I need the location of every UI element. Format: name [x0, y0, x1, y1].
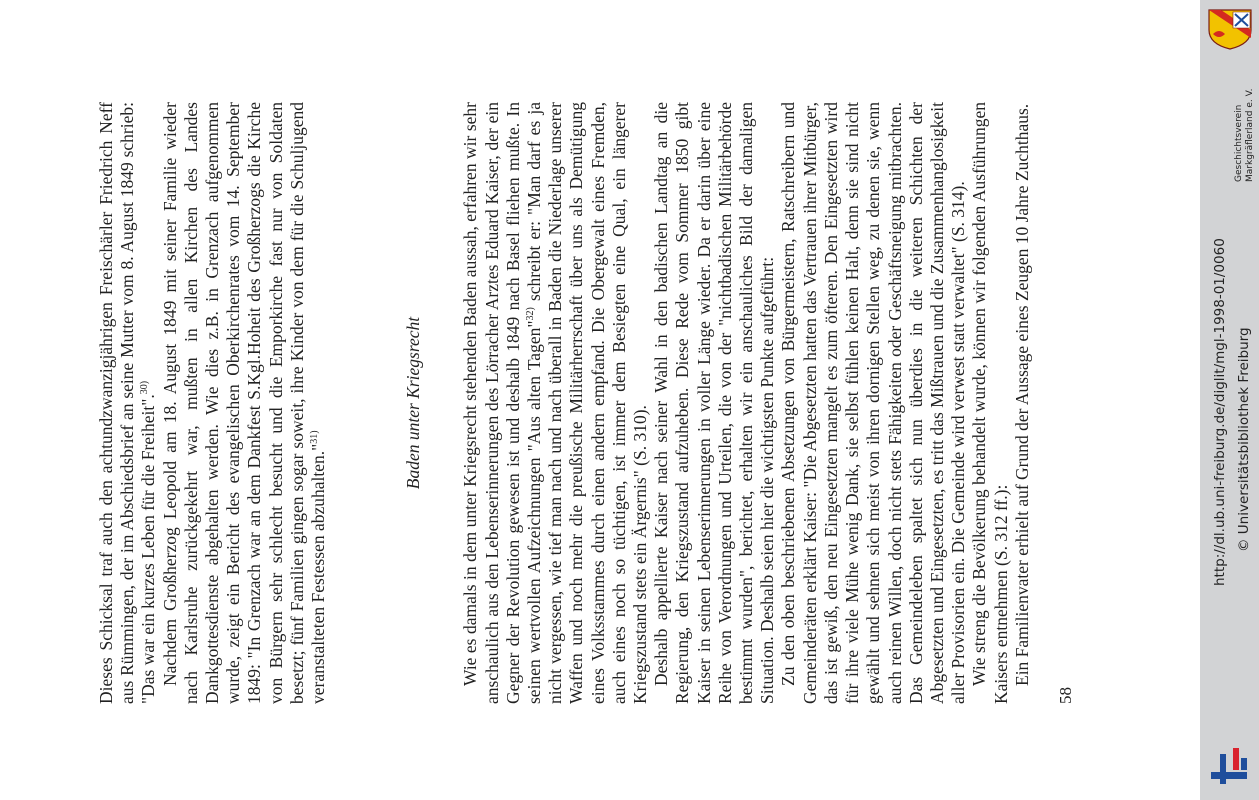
page-text	[96, 102, 1033, 704]
society-name-line1: Geschichtsverein	[1234, 104, 1244, 182]
paragraph-kaiser: Wie es damals in dem unter Kriegsrecht stehenden Baden aussah, erfahren wir sehr anschaulich aus den Lebenserinnerungen des Lörracher Arztes Eduard Kaiser, der ein Gegner der Revolution gewesen ist und deshalb 1849 nach Basel fliehen mußte. In seinen wertvollen Aufzeichnungen "Aus alten Tagen"$^{32)}$ schreibt er: "Man darf es ja nicht vergessen, wie tief man nach und nach überall in Baden die Niederlage unserer Waffen und noch mehr die preußische Militärherrschaft über uns als Demütigung eines Volksstammes durch einen andern empfand. Die Obergewalt eines Fremden, auch eines noch so tüchtigen, ist immer dem Besiegten eine Qual, ein längerer Kriegszustand stets ein Ärgernis" (S. 310).	[460, 102, 651, 704]
footnote-30: 30)	[139, 380, 151, 395]
paragraph-absetzungen: Zu den oben beschriebenen Absetzungen von Bürgermeistern, Ratschreibern und Gemeinderäten erklärt Kaiser: "Die Abgesetzten hatten das Vertrauen ihrer Mitbürger, das ist gewiß, den neu Eingesetzten mangelt es zum öfteren. Den Eingesetzten wird für ihre viele Mühe wenig Dank, sie selbst fühlen keinen Halt, denn sie sind nicht gewählt und sehnen sich meist von ihren dornigen Stellen weg, zu denen sie, wenn auch reinen Willen, doch nicht stets Fähigkeiten oder Geschäftsneigung mitbrachten. Das Gemeindeleben spaltet sich nun überdies in die weiteren Schichten der Abgesetzten und Eingesetzten, es tritt das Mißtrauen und die Zusammenhanglosigkeit aller Provisorien ein. Die Gemeinde wird verwest statt verwaltet" (S. 314).	[778, 102, 969, 704]
society-name-line2: Markgräflerland e. V.	[1245, 88, 1255, 182]
ub-freiburg-logo-icon	[1211, 748, 1249, 791]
paragraph-neff: Dieses Schicksal traf auch den achtundzwanzigjährigen Freischärler Friedrich Neff aus Rümmingen, der im Abschiedsbrief an seine Mutter vom 8. August 1849 schrieb: "Das war ein kurzes Leben für die Freiheit".$^{30)}$	[96, 102, 159, 704]
paragraph-landtag: Deshalb appellierte Kaiser nach seiner Wahl in den badischen Landtag an die Regierung, den Kriegszustand aufzuheben. Diese Rede vom Sommer 1850 gibt Kaiser in seinen Lebenserinnerungen in voller Länge wieder. Da er darin über eine Reihe von Verordnungen und Urteilen, die von der "nichtbadischen Militärbehörde bestimmt wurden", berichtet, erhalten wir ein anschauliches Bild der damaligen Situation. Deshalb seien hier die wichtigsten Punkte aufgeführt:	[651, 102, 778, 704]
permalink-url[interactable]: http://dl.ub.uni-freiburg.de/diglit/mgl-1998-01/0060	[1212, 238, 1228, 586]
page-number: 58	[1056, 687, 1075, 704]
copyright-notice: © Universitätsbibliothek Freiburg	[1236, 327, 1252, 552]
paragraph-bevoelkerung: Wie streng die Bevölkerung behandelt wurde, können wir folgenden Ausführungen Kaisers entnehmen (S. 312 ff.):	[969, 102, 1011, 704]
markgraeflerland-crest-icon	[1207, 8, 1253, 55]
footnote-32: 32)	[525, 307, 537, 321]
paragraph-familienvater: Ein Familienvater erhielt auf Grund der Aussage eines Zeugen 10 Jahre Zuchthaus.	[1011, 103, 1032, 686]
footnote-31: 31)	[309, 430, 321, 444]
section-heading: Baden unter Kriegsrecht	[403, 316, 424, 490]
paragraph-grenzach: Nachdem Großherzog Leopold am 18. August 1849 mit seiner Familie wieder nach Karlsruhe zurückgekehrt war, mußten in allen Kirchen des Landes Dankgottesdienste abgehalten werden. Wie dies z.B. in Grenzach aufgenommen wurde, zeigt ein Bericht des evangelischen Oberkirchenrates vom 14. September 1849: "In Grenzach war an dem Dankfest S.Kgl.Hoheit des Großherzogs die Kirche von Bürgern sehr schlecht besucht und die Emporkirche fast nur von Soldaten besetzt; fünf Familien gingen sogar soweit, ihre Kinder von dem für die Schuljugend veranstalteten Festessen abzuhalten."$^{31)}$	[159, 102, 329, 704]
